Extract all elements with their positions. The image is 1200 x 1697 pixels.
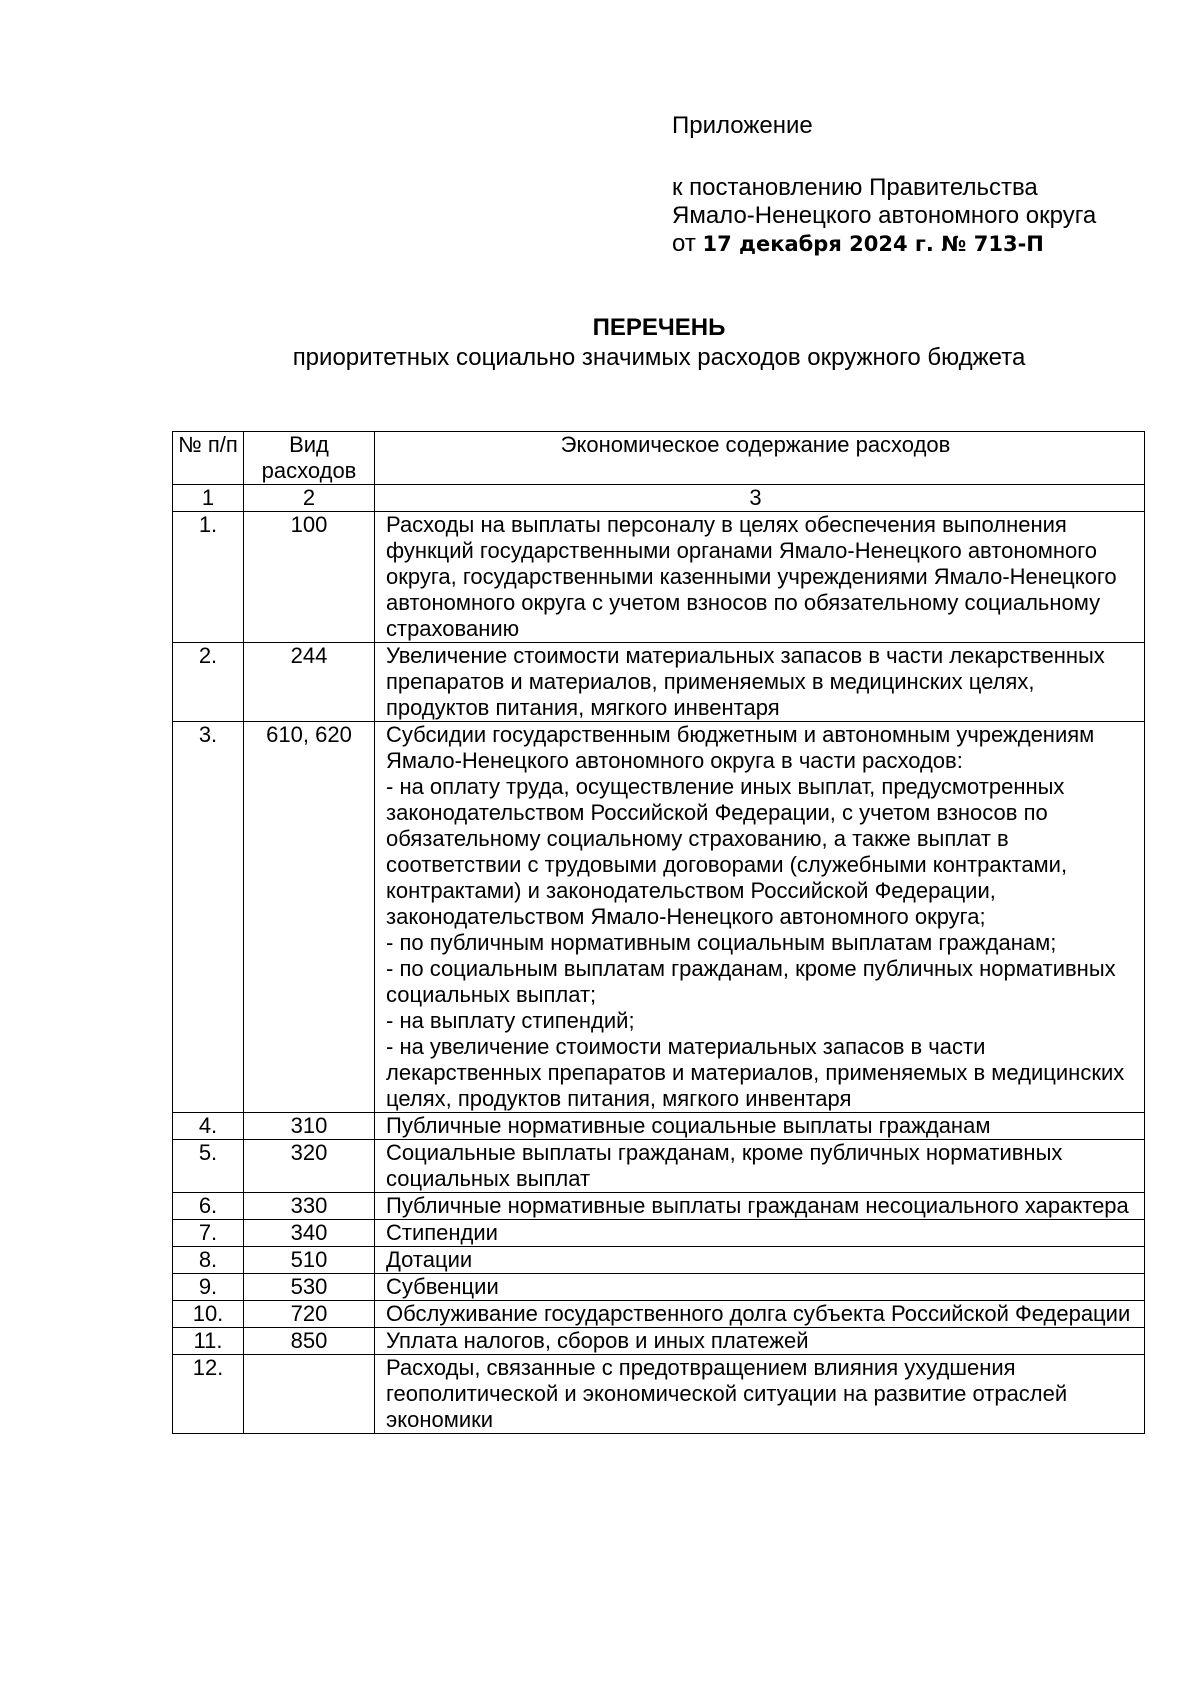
table-row — [173, 1328, 1145, 1355]
row-expense-code: 850 — [244, 1328, 375, 1355]
appendix-date-number: 17 декабря 2024 г. № 713-П — [702, 232, 1044, 256]
row-description — [375, 1220, 1145, 1247]
description-paragraph: Расходы, связанные с предотвращением влияния ухудшения геополитической и экономической ситуации на развитие отраслей экономики — [386, 1355, 1068, 1432]
header-number: № п/п — [173, 432, 244, 485]
row-number: 5. — [173, 1140, 244, 1193]
description-paragraph: Публичные нормативные социальные выплаты гражданам — [386, 1113, 991, 1138]
row-number: 1. — [173, 512, 244, 643]
row-description — [375, 1113, 1145, 1140]
description-paragraph: Социальные выплаты гражданам, кроме публичных нормативных социальных выплат — [386, 1140, 1063, 1191]
description-paragraph: Публичные нормативные выплаты гражданам несоциального характера — [386, 1193, 1129, 1218]
description-paragraph: Субсидии государственным бюджетным и автономным учреждениям Ямало-Ненецкого автономного округа в части расходов: — [386, 722, 1095, 773]
table-body — [173, 512, 1145, 1434]
table-row — [173, 1193, 1145, 1220]
row-number: 6. — [173, 1193, 244, 1220]
row-number: 12. — [173, 1355, 244, 1434]
row-description — [375, 1247, 1145, 1274]
description-paragraph: Увеличение стоимости материальных запасов в части лекарственных препаратов и материалов, применяемых в медицинских целях, продуктов питания, мягкого инвентаря — [386, 643, 1105, 720]
table-row — [173, 722, 1145, 1113]
expenses-table — [172, 431, 1145, 1434]
table-row — [173, 1301, 1145, 1328]
description-paragraph: Расходы на выплаты персоналу в целях обеспечения выполнения функций государственными органами Ямало-Ненецкого автономного округа, государственными казенными учреждениями Ямало-Ненецкого автономного округа с учетом взносов по обязательному социальному страхованию — [386, 512, 1117, 641]
row-number: 7. — [173, 1220, 244, 1247]
appendix-line-2: Ямало-Ненецкого автономного округа — [672, 202, 1097, 229]
row-description — [375, 722, 1145, 1113]
table-row — [173, 1220, 1145, 1247]
row-expense-code: 530 — [244, 1274, 375, 1301]
table-row — [173, 1140, 1145, 1193]
description-paragraph: - на выплату стипендий; — [386, 1008, 635, 1033]
description-paragraph: - по социальным выплатам гражданам, кроме публичных нормативных социальных выплат; — [386, 956, 1116, 1007]
table-row — [173, 1247, 1145, 1274]
row-expense-code — [244, 1355, 375, 1434]
appendix-line-1: к постановлению Правительства — [672, 174, 1038, 201]
row-expense-code: 510 — [244, 1247, 375, 1274]
table-row — [173, 1355, 1145, 1434]
row-description — [375, 1355, 1145, 1434]
header-number-index: 2 — [244, 485, 375, 512]
document-heading — [0, 313, 1200, 373]
row-description — [375, 1193, 1145, 1220]
row-number: 11. — [173, 1328, 244, 1355]
table-header-row — [173, 432, 1145, 485]
row-number: 9. — [173, 1274, 244, 1301]
description-paragraph: Уплата налогов, сборов и иных платежей — [386, 1328, 809, 1353]
row-expense-code: 610, 620 — [244, 722, 375, 1113]
table-row — [173, 1274, 1145, 1301]
row-description — [375, 1140, 1145, 1193]
row-expense-code: 310 — [244, 1113, 375, 1140]
row-expense-code: 100 — [244, 512, 375, 643]
header-economic-content: Экономическое содержание расходов — [375, 432, 1145, 485]
description-paragraph: Субвенции — [386, 1274, 499, 1299]
row-number: 10. — [173, 1301, 244, 1328]
header-number-index: 3 — [375, 485, 1145, 512]
description-paragraph: - по публичным нормативным социальным выплатам гражданам; — [386, 930, 1057, 955]
appendix-title: Приложение — [672, 112, 813, 139]
row-description — [375, 643, 1145, 722]
table-row — [173, 643, 1145, 722]
description-paragraph: Стипендии — [386, 1220, 498, 1245]
row-description — [375, 1328, 1145, 1355]
header-expense-type: Вид расходов — [244, 432, 375, 485]
row-number: 4. — [173, 1113, 244, 1140]
appendix-date-line — [672, 230, 1096, 258]
table-header-numbers-row — [173, 485, 1145, 512]
table-row — [173, 1113, 1145, 1140]
row-number: 2. — [173, 643, 244, 722]
description-paragraph: - на оплату труда, осуществление иных выплат, предусмотренных законодательством Российской Федерации, с учетом взносов по обязательному социальному страхованию, а также выплат в соответствии с трудовыми договорами (служебными контрактами, контрактами) и законодательством Российской Федерации, законодательством Ямало-Ненецкого автономного округа; — [386, 774, 1068, 929]
row-number: 3. — [173, 722, 244, 1113]
document-title: ПЕРЕЧЕНЬ — [592, 314, 726, 341]
row-expense-code: 720 — [244, 1301, 375, 1328]
document-subtitle: приоритетных социально значимых расходов окружного бюджета — [292, 344, 1026, 371]
description-paragraph: Обслуживание государственного долга субъекта Российской Федерации — [386, 1301, 1131, 1326]
description-paragraph: - на увеличение стоимости материальных запасов в части лекарственных препаратов и материалов, применяемых в медицинских целях, продуктов питания, мягкого инвентаря — [386, 1034, 1125, 1111]
appendix-block — [672, 112, 1096, 258]
row-description — [375, 1274, 1145, 1301]
appendix-date-prefix: от — [672, 230, 696, 257]
row-expense-code: 244 — [244, 643, 375, 722]
table-row — [173, 512, 1145, 643]
row-expense-code: 330 — [244, 1193, 375, 1220]
row-number: 8. — [173, 1247, 244, 1274]
row-expense-code: 320 — [244, 1140, 375, 1193]
header-number-index: 1 — [173, 485, 244, 512]
row-description — [375, 1301, 1145, 1328]
row-expense-code: 340 — [244, 1220, 375, 1247]
description-paragraph: Дотации — [386, 1247, 473, 1272]
row-description — [375, 512, 1145, 643]
